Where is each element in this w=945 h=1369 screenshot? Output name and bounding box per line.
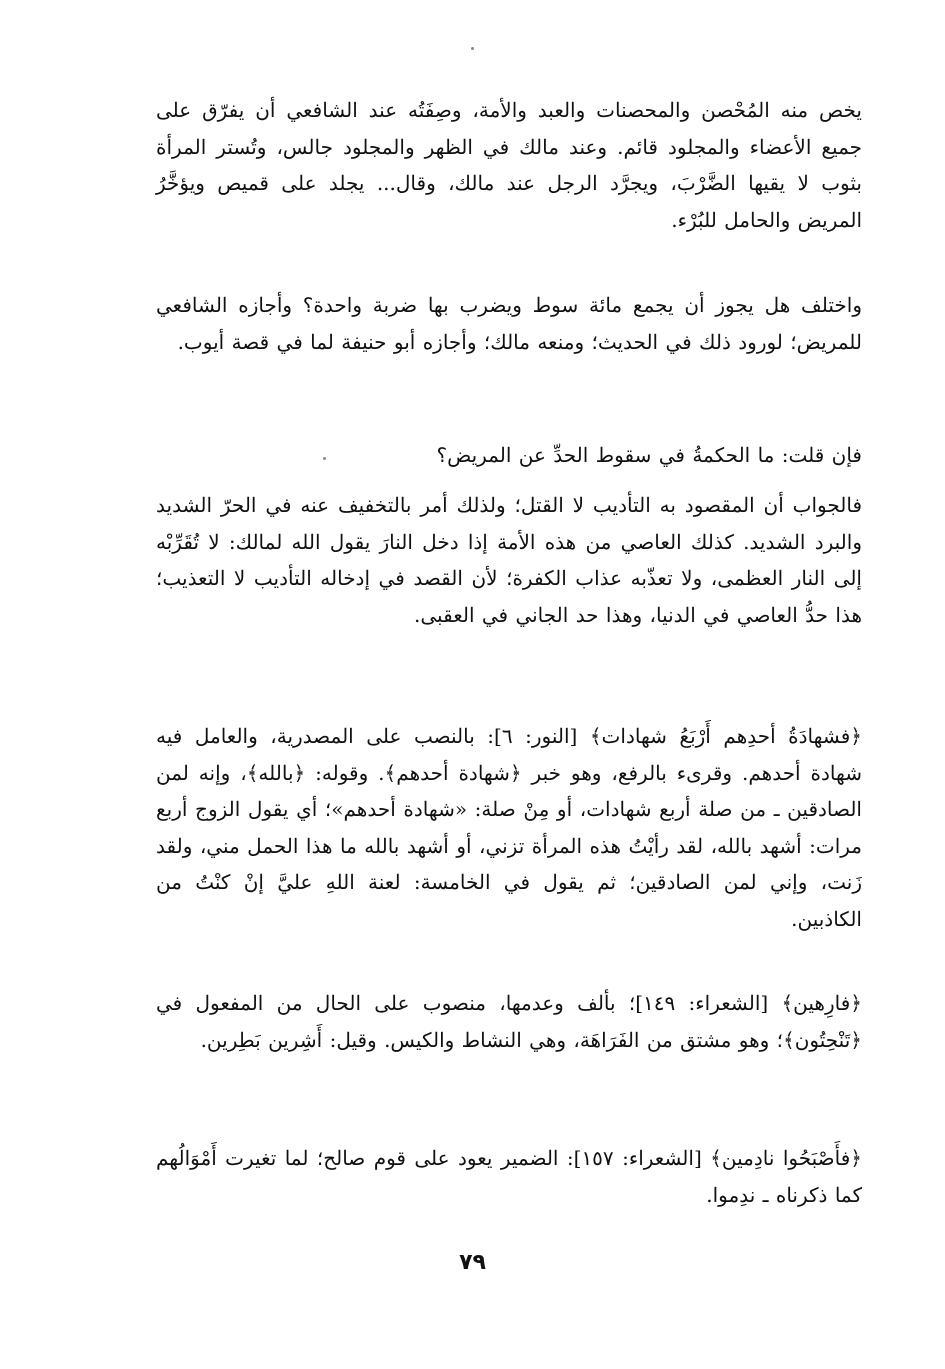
paragraph-3: فإن قلت: ما الحكمةُ في سقوط الحدِّ عن المريض؟	[436, 443, 862, 467]
paragraph-5: ﴿فشهادَةُ أحدِهم أَرْبَعُ شهادات﴾ [النور: ٦]: بالنصب على المصدرية، والعامل فيه شهادة أحدهم. وقرىء بالرفع، وهو خبر ﴿شهادة أحدهم﴾. وقوله: ﴿بالله﴾، وإنه لمن الصادقين ـ من صلة أربع شهادات، أو مِنْ صلة: «شهادة أحدهم»؛ أي يقول الزوج أربع مرات: أشهد بالله، لقد رأيْتُ هذه المرأة تزني، أو أشهد بالله ما هذا الحمل مني، ولقد زَنت، وإني لمن الصادقين؛ ثم يقول في الخامسة: لعنة اللهِ عليَّ إنْ كنْتُ من الكاذبين.	[156, 724, 862, 931]
scan-speck	[471, 47, 474, 50]
paragraph-1: يخص منه المُحْصن والمحصنات والعبد والأمة، وصِفَتُه عند الشافعي أن يفرّق على جميع الأعضاء والمجلود قائم. وعند مالك في الظهر والمجلود جالس، وتُستر المرأة بثوب لا يقيها الضَّرْبَ، ويجرَّد الرجل عند مالك، وقال... يجلد على قميص ويؤخَّرُ المريض والحامل للبُرْء.	[156, 98, 862, 232]
paragraph-6: ﴿فارِهين﴾ [الشعراء: ١٤٩]؛ بألف وعدمها، منصوب على الحال من المفعول في ﴿تَنْحِتُون﴾؛ وهو مشتق من الفَرَاهَة، وهي النشاط والكيس. وقيل: أَشِرين بَطِرين.	[156, 991, 863, 1052]
paragraph-4: فالجواب أن المقصود به التأديب لا القتل؛ ولذلك أمر بالتخفيف عنه في الحرّ الشديد والبرد الشديد. كذلك العاصي من هذه الأمة إذا دخل النارَ يقول الله لمالك: لا تُقَرِّبْه إلى النار العظمى، ولا تعذّبه عذاب الكفرة؛ لأن القصد في إدخاله التأديب لا التعذيب؛ هذا حدُّ العاصي في الدنيا، وهذا حد الجاني في العقبى.	[156, 493, 862, 627]
paragraph-7: ﴿فأَصْبَحُوا نادِمين﴾ [الشعراء: ١٥٧]: الضمير يعود على قوم صالح؛ لما تغيرت أَمْوَالُهم كما ذكرناه ـ ندِموا.	[156, 1146, 863, 1207]
paragraph-2: واختلف هل يجوز أن يجمع مائة سوط ويضرب بها ضربة واحدة؟ وأجازه الشافعي للمريض؛ لورود ذلك في الحديث؛ ومنعه مالك؛ وأجازه أبو حنيفة لما في قصة أيوب.	[156, 293, 862, 354]
page-number: ٧٩	[459, 1250, 486, 1275]
